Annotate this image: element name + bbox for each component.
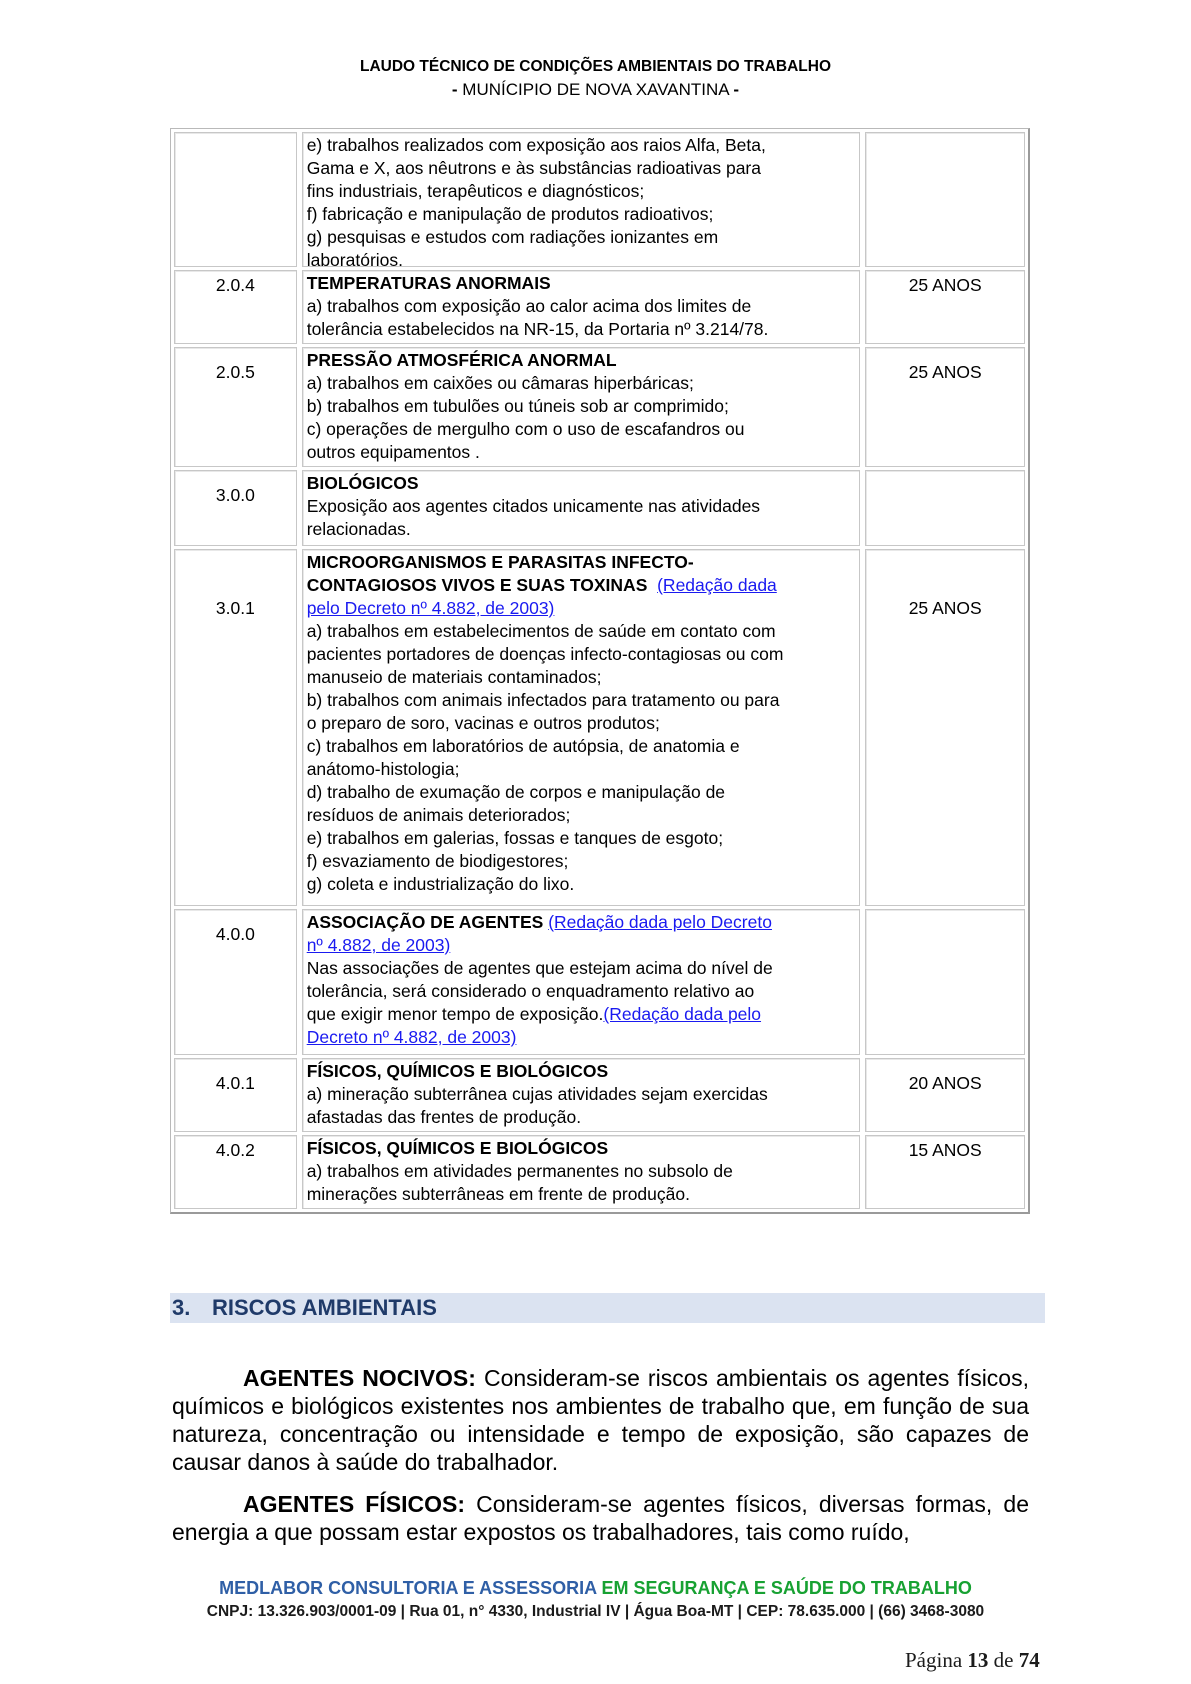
paragraph-text: Consideram-se riscos ambientais os agentes físicos, químicos e biológicos existentes nos ambientes de trabalho que, em função de sua natureza, concentração ou intensidade e tempo de exposição, são capazes de causar danos à saúde do trabalhador.: [172, 1365, 1029, 1475]
page-of: de: [988, 1648, 1019, 1672]
desc-line: Exposição aos agentes citados unicamente nas atividades: [306, 496, 761, 516]
time-cell: 25 ANOS: [865, 347, 1025, 467]
table-row: [174, 347, 1025, 467]
section-title: RISCOS AMBIENTAIS: [212, 1295, 437, 1320]
description-cell: [302, 470, 861, 546]
desc-line: e) trabalhos em galerias, fossas e tanques de esgoto;: [306, 828, 724, 848]
code-cell: 4.0.2: [174, 1135, 297, 1209]
desc-line: minerações subterrâneas em frente de produção.: [306, 1184, 690, 1204]
paragraph-label: AGENTES FÍSICOS:: [243, 1491, 465, 1517]
description-cell: [302, 347, 861, 467]
company-name: MEDLABOR CONSULTORIA E ASSESSORIA: [219, 1578, 597, 1598]
risk-title: FÍSICOS, QUÍMICOS E BIOLÓGICOS: [306, 1061, 609, 1081]
risk-title: ASSOCIAÇÃO DE AGENTES: [306, 912, 544, 932]
desc-line: manuseio de materiais contaminados;: [306, 667, 602, 687]
table-row: [174, 132, 1025, 270]
code-cell: 3.0.0: [174, 470, 297, 546]
desc-line: a) trabalhos em atividades permanentes no subsolo de: [306, 1161, 733, 1181]
desc-line: Gama e X, aos nêutrons e às substâncias radioativas para: [306, 158, 761, 178]
desc-line: tolerância, será considerado o enquadramento relativo ao: [306, 981, 755, 1001]
decree-link[interactable]: (Redação dada pelo: [603, 1004, 762, 1024]
desc-line: g) pesquisas e estudos com radiações ionizantes em: [306, 227, 719, 247]
desc-line: outros equipamentos .: [306, 442, 480, 462]
desc-line: tolerância estabelecidos na NR-15, da Portaria nº 3.214/78.: [306, 319, 769, 339]
dash: -: [733, 80, 740, 99]
paragraph-agentes-fisicos: [172, 1490, 1029, 1546]
table-row: [174, 1135, 1025, 1209]
code-cell: 4.0.0: [174, 909, 297, 1055]
desc-line: e) trabalhos realizados com exposição aos raios Alfa, Beta,: [306, 135, 766, 155]
decree-link[interactable]: (Redação dada: [657, 575, 777, 595]
desc-line: f) esvaziamento de biodigestores;: [306, 851, 569, 871]
desc-line: b) trabalhos com animais infectados para tratamento ou para: [306, 690, 780, 710]
decree-link[interactable]: Decreto nº 4.882, de 2003): [306, 1027, 517, 1047]
desc-line: a) trabalhos em caixões ou câmaras hiperbáricas;: [306, 373, 694, 393]
desc-line: relacionadas.: [306, 519, 411, 539]
paragraph-text: Consideram-se agentes físicos, diversas formas, de energia a que possam estar expostos os trabalhadores, tais como ruído,: [172, 1491, 1029, 1545]
page-word: Página: [905, 1648, 968, 1672]
footer-company: [0, 1578, 1191, 1599]
description-cell: [302, 1058, 861, 1132]
desc-line: g) coleta e industrialização do lixo.: [306, 874, 575, 894]
description-cell: [302, 1135, 861, 1209]
description-cell: [302, 909, 861, 1055]
desc-line: c) operações de mergulho com o uso de escafandros ou: [306, 419, 745, 439]
decree-link[interactable]: nº 4.882, de 2003): [306, 935, 451, 955]
section-heading: [170, 1293, 1045, 1323]
desc-line: Nas associações de agentes que estejam acima do nível de: [306, 958, 773, 978]
desc-line: c) trabalhos em laboratórios de autópsia, de anatomia e: [306, 736, 740, 756]
desc-line: b) trabalhos em tubulões ou túneis sob ar comprimido;: [306, 396, 729, 416]
total-pages: 74: [1018, 1648, 1040, 1672]
section-number: 3.: [172, 1295, 191, 1320]
desc-line: resíduos de animais deteriorados;: [306, 805, 571, 825]
desc-line: a) trabalhos em estabelecimentos de saúde em contato com: [306, 621, 776, 641]
code-cell: 2.0.5: [174, 347, 297, 467]
desc-line: a) trabalhos com exposição ao calor acima dos limites de: [306, 296, 752, 316]
time-cell: 15 ANOS: [865, 1135, 1025, 1209]
risk-title: MICROORGANISMOS E PARASITAS INFECTO-: [306, 552, 694, 572]
desc-line: f) fabricação e manipulação de produtos radioativos;: [306, 204, 714, 224]
description-cell: [302, 132, 861, 270]
desc-line: afastadas das frentes de produção.: [306, 1107, 582, 1127]
code-cell: [174, 132, 297, 267]
risk-title: FÍSICOS, QUÍMICOS E BIOLÓGICOS: [306, 1138, 609, 1158]
document-header-subtitle: [0, 80, 1191, 100]
paragraph-agentes-nocivos: [172, 1364, 1029, 1476]
paragraph-label: AGENTES NOCIVOS:: [243, 1365, 476, 1391]
decree-link[interactable]: (Redação dada pelo Decreto: [548, 912, 772, 932]
code-cell: 4.0.1: [174, 1058, 297, 1132]
desc-line: anátomo-histologia;: [306, 759, 460, 779]
desc-line: que exigir menor tempo de exposição.: [306, 1004, 604, 1024]
municipality-name: MUNÍCIPIO DE NOVA XAVANTINA: [457, 80, 734, 99]
desc-line: pacientes portadores de doenças infecto-contagiosas ou com: [306, 644, 784, 664]
desc-line: a) mineração subterrânea cujas atividades sejam exercidas: [306, 1084, 768, 1104]
time-cell: 25 ANOS: [865, 270, 1025, 344]
desc-line: laboratórios.: [306, 250, 404, 270]
table-row: [174, 909, 1025, 1055]
desc-line: d) trabalho de exumação de corpos e manipulação de: [306, 782, 726, 802]
risk-title: CONTAGIOSOS VIVOS E SUAS TOXINAS: [306, 575, 648, 595]
code-cell: 2.0.4: [174, 270, 297, 344]
time-cell: 25 ANOS: [865, 549, 1025, 906]
time-cell: [865, 470, 1025, 546]
risk-table: [170, 128, 1030, 1214]
current-page: 13: [967, 1648, 989, 1672]
risk-title: PRESSÃO ATMOSFÉRICA ANORMAL: [306, 350, 617, 370]
time-cell: [865, 909, 1025, 1055]
decree-link[interactable]: pelo Decreto nº 4.882, de 2003): [306, 598, 555, 618]
page-number: [905, 1648, 1040, 1673]
time-cell: [865, 132, 1025, 267]
table-row: [174, 549, 1025, 906]
code-cell: 3.0.1: [174, 549, 297, 906]
risk-title: TEMPERATURAS ANORMAIS: [306, 273, 551, 293]
table-row: [174, 1058, 1025, 1132]
footer-address: CNPJ: 13.326.903/0001-09 | Rua 01, n° 4330, Industrial IV | Água Boa-MT | CEP: 78.635.000 | (66) 3468-3080: [206, 1603, 985, 1620]
table-row: [174, 470, 1025, 546]
description-cell: [302, 549, 861, 906]
desc-line: fins industriais, terapêuticos e diagnósticos;: [306, 181, 645, 201]
desc-line: o preparo de soro, vacinas e outros produtos;: [306, 713, 660, 733]
document-header-title: LAUDO TÉCNICO DE CONDIÇÕES AMBIENTAIS DO TRABALHO: [359, 58, 832, 75]
company-tagline: EM SEGURANÇA E SAÚDE DO TRABALHO: [596, 1578, 972, 1598]
time-cell: 20 ANOS: [865, 1058, 1025, 1132]
risk-title: BIOLÓGICOS: [306, 473, 419, 493]
description-cell: [302, 270, 861, 344]
table-row: [174, 270, 1025, 344]
dash: -: [451, 80, 458, 99]
